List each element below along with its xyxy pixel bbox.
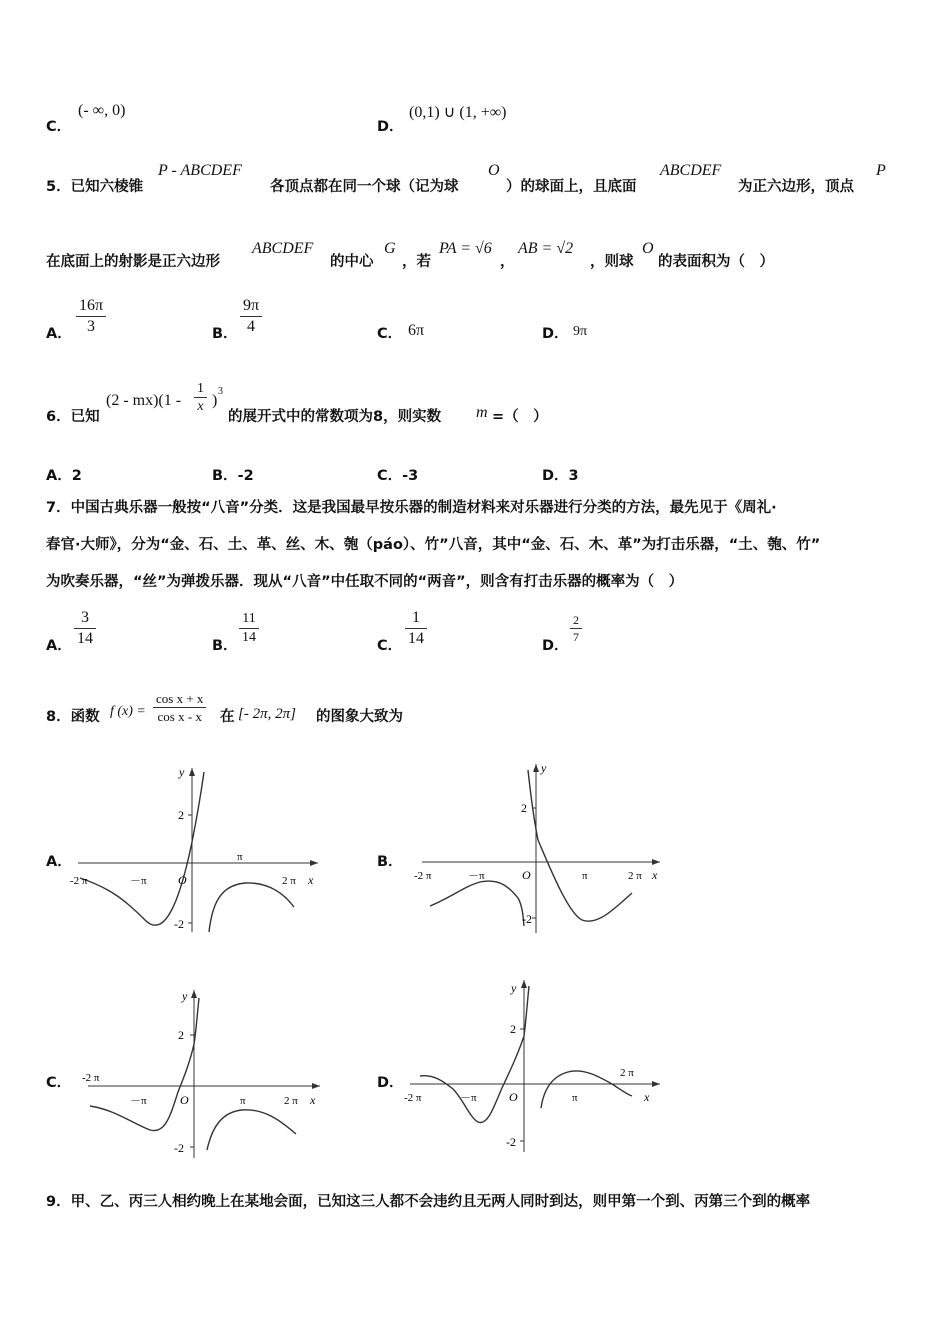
q5-option-c-label: C． xyxy=(377,326,403,342)
q6-expr-a: (2 - mx)(1 - xyxy=(106,392,182,409)
q5-ab: AB = √2 xyxy=(518,240,574,257)
graph-a-y-label: y xyxy=(179,765,185,779)
q5-text-4: 为正六边形，顶点 xyxy=(738,179,854,195)
q6-expr-b: ) xyxy=(212,392,218,409)
graph-b-x-label: x xyxy=(652,868,658,882)
q7-option-a-num: 3 xyxy=(81,609,89,626)
q6-var: m xyxy=(476,404,488,421)
q7-option-a-label: A． xyxy=(46,638,72,654)
q5-text-3: ）的球面上，且底面 xyxy=(506,179,637,195)
q6-eq: =（ ） xyxy=(492,409,548,425)
q7-option-a-fraction xyxy=(74,608,96,649)
graph-d-curve-right xyxy=(541,1071,632,1108)
q5-option-a-fraction xyxy=(76,296,106,337)
graph-d-label-2: 2 xyxy=(510,1022,516,1036)
q7-option-b-label: B． xyxy=(212,638,238,654)
graph-b-x-arrow xyxy=(652,859,660,865)
q5-ball: O xyxy=(488,162,500,179)
q8-den: cos x - x xyxy=(157,709,202,724)
q8-graph-c-label: C． xyxy=(46,1075,72,1091)
q5-base: ABCDEF xyxy=(660,162,722,179)
q7-option-c-den: 14 xyxy=(408,630,424,647)
graph-a-label-2: 2 xyxy=(178,808,184,822)
q6-prefix: 6．已知 xyxy=(46,409,100,425)
q7-option-a-den: 14 xyxy=(77,630,93,647)
q7-option-d-den: 7 xyxy=(573,630,579,644)
q7-line-2: 春官·大师》，分为“金、石、土、革、丝、木、匏（páo）、竹”八音，其中“金、石、木、革”为打击乐器，“土、匏、竹” xyxy=(46,537,821,553)
q7-option-d-num: 2 xyxy=(573,613,579,627)
q8-num: cos x + x xyxy=(156,691,204,706)
q8-interval: [- 2π, 2π] xyxy=(238,706,296,722)
q8-graph-b xyxy=(410,758,670,938)
q5-option-b-label: B． xyxy=(212,326,238,342)
graph-b-curve-left xyxy=(430,881,524,926)
q8-graph-a-label: A． xyxy=(46,854,72,870)
graph-b-origin: O xyxy=(522,868,531,882)
q5-option-b-fraction xyxy=(240,296,262,337)
graph-d-x-arrow xyxy=(652,1081,660,1087)
q5-option-a-label: A． xyxy=(46,326,72,342)
q5-option-c-value: 6π xyxy=(408,322,425,339)
graph-a-label-neg2: -2 xyxy=(174,917,184,931)
q5-line2-a: 在底面上的射影是正六边形 xyxy=(46,254,220,270)
graph-c-origin: O xyxy=(180,1093,189,1107)
q8-graph-d xyxy=(398,976,668,1156)
q5-comma: ， xyxy=(500,254,515,270)
graph-c-x-label: x xyxy=(310,1093,316,1107)
graph-b-label-neg2: -2 xyxy=(522,912,532,926)
q5-pyramid: P - ABCDEF xyxy=(158,162,242,179)
graph-c-label-2pi: 2 π xyxy=(284,1095,298,1107)
graph-a-curve-right xyxy=(209,883,294,932)
q8-fx: f (x) = xyxy=(110,704,146,719)
graph-d-label-pi: π xyxy=(572,1092,578,1104)
graph-c-label-neg-pi: －π xyxy=(130,1095,147,1107)
q6-option-a: A．2 xyxy=(46,468,82,484)
q5-center: G xyxy=(384,240,396,257)
q6-inner-fraction xyxy=(194,380,207,415)
q4-option-c-value: (- ∞, 0) xyxy=(78,102,126,119)
q5-option-a-num: 16π xyxy=(79,297,104,314)
graph-c-label-neg2: -2 xyxy=(174,1141,184,1155)
q4-option-d-label: D． xyxy=(377,119,404,135)
q5-option-d-value: 9π xyxy=(573,324,588,339)
q8-graph-c xyxy=(70,982,330,1162)
q6-option-b: B．-2 xyxy=(212,468,254,484)
graph-c-y-label: y xyxy=(182,989,188,1003)
graph-a-x-label: x xyxy=(308,873,314,887)
q7-line-3: 为吹奏乐器，“丝”为弹拨乐器．现从“八音”中任取不同的“两音”，则含有打击乐器的概率为（ ） xyxy=(46,574,684,590)
graph-a-label-neg-2pi: -2 π xyxy=(70,875,88,887)
q6-frac-num: 1 xyxy=(197,381,204,396)
q5-line2-d: ，则球 xyxy=(590,254,634,270)
q7-option-c-label: C． xyxy=(377,638,403,654)
graph-c-label-2: 2 xyxy=(178,1028,184,1042)
graph-d-x-label: x xyxy=(644,1090,650,1104)
graph-d-y-arrow xyxy=(521,980,527,988)
graph-a-label-neg-pi: －π xyxy=(130,875,147,887)
q7-option-b-num: 11 xyxy=(242,611,256,626)
graph-b-y-arrow xyxy=(533,764,539,772)
graph-b-label-pi: π xyxy=(582,870,588,882)
q5-text-1: 5．已知六棱锥 xyxy=(46,179,144,195)
graph-b-curve-right xyxy=(528,770,632,921)
q6-exponent: 3 xyxy=(218,386,223,397)
q7-text xyxy=(46,490,916,601)
q7-option-b-fraction xyxy=(239,610,259,647)
graph-b-label-2pi: 2 π xyxy=(628,870,642,882)
q8-on: 在 xyxy=(220,709,235,725)
graph-b-label-neg-2pi: -2 π xyxy=(414,870,432,882)
q7-line-1: 7．中国古典乐器一般按“八音”分类．这是我国最早按乐器的制造材料来对乐器进行分类的方法，最先见于《周礼· xyxy=(46,500,777,516)
q6-option-d: D．3 xyxy=(542,468,579,484)
q8-fraction xyxy=(153,690,206,725)
q7-option-d-label: D． xyxy=(542,638,569,654)
q7-option-c-fraction xyxy=(405,608,427,649)
graph-d-label-neg-pi: －π xyxy=(460,1092,477,1104)
q5-ball-2: O xyxy=(642,240,654,257)
graph-d-label-2pi: 2 π xyxy=(620,1067,634,1079)
graph-d-label-neg2: -2 xyxy=(506,1135,516,1149)
graph-c-curve-right xyxy=(207,1110,296,1150)
graph-b-y-label: y xyxy=(541,761,547,775)
q5-line2-c: ，若 xyxy=(402,254,431,270)
q8-suffix: 的图象大致为 xyxy=(316,709,403,725)
q4-option-d-value: (0,1) ∪ (1, +∞) xyxy=(409,104,507,121)
q8-graph-a xyxy=(70,760,330,940)
q7-option-d-fraction xyxy=(570,612,582,645)
graph-a-curve-left xyxy=(80,772,204,925)
q4-option-c-label: C． xyxy=(46,119,72,135)
q6-suffix: 的展开式中的常数项为8，则实数 xyxy=(228,409,442,425)
q7-option-b-den: 14 xyxy=(242,630,256,645)
graph-a-label-pi: π xyxy=(237,851,243,863)
graph-c-label-pi: π xyxy=(240,1095,246,1107)
q6-option-c: C．-3 xyxy=(377,468,419,484)
q8-graph-d-label: D． xyxy=(377,1075,404,1091)
q6-frac-den: x xyxy=(197,399,204,414)
q5-line2-e: 的表面积为（ ） xyxy=(658,254,774,270)
q5-option-b-num: 9π xyxy=(243,297,260,314)
q7-option-c-num: 1 xyxy=(412,609,420,626)
graph-a-origin: O xyxy=(178,873,187,887)
graph-a-x-arrow xyxy=(310,860,318,866)
graph-d-origin: O xyxy=(509,1090,518,1104)
graph-c-label-neg-2pi: -2 π xyxy=(82,1072,100,1084)
q5-option-a-den: 3 xyxy=(87,318,96,335)
graph-d-y-label: y xyxy=(511,981,517,995)
q5-option-b-den: 4 xyxy=(247,318,256,335)
graph-d-label-neg-2pi: -2 π xyxy=(404,1092,422,1104)
graph-c-y-arrow xyxy=(191,990,197,998)
q5-text-2: 各顶点都在同一个球（记为球 xyxy=(270,179,459,195)
graph-c-curve-left xyxy=(90,998,199,1131)
q5-base-2: ABCDEF xyxy=(252,240,314,257)
q8-prefix: 8．函数 xyxy=(46,709,100,725)
q5-option-d-label: D． xyxy=(542,326,569,342)
graph-a-label-2pi: 2 π xyxy=(282,875,296,887)
q5-line2-b: 的中心 xyxy=(330,254,374,270)
q5-pa: PA = √6 xyxy=(439,240,492,257)
q5-vertex: P xyxy=(876,162,886,179)
graph-b-label-2: 2 xyxy=(521,801,527,815)
graph-b-label-neg-pi: －π xyxy=(468,870,485,882)
graph-c-x-arrow xyxy=(312,1083,320,1089)
graph-a-y-arrow xyxy=(189,768,195,776)
q9-text: 9．甲、乙、丙三人相约晚上在某地会面，已知这三人都不会违约且无两人同时到达，则甲第一个到、丙第三个到的概率 xyxy=(46,1194,811,1210)
q8-graph-b-label: B． xyxy=(377,854,403,870)
